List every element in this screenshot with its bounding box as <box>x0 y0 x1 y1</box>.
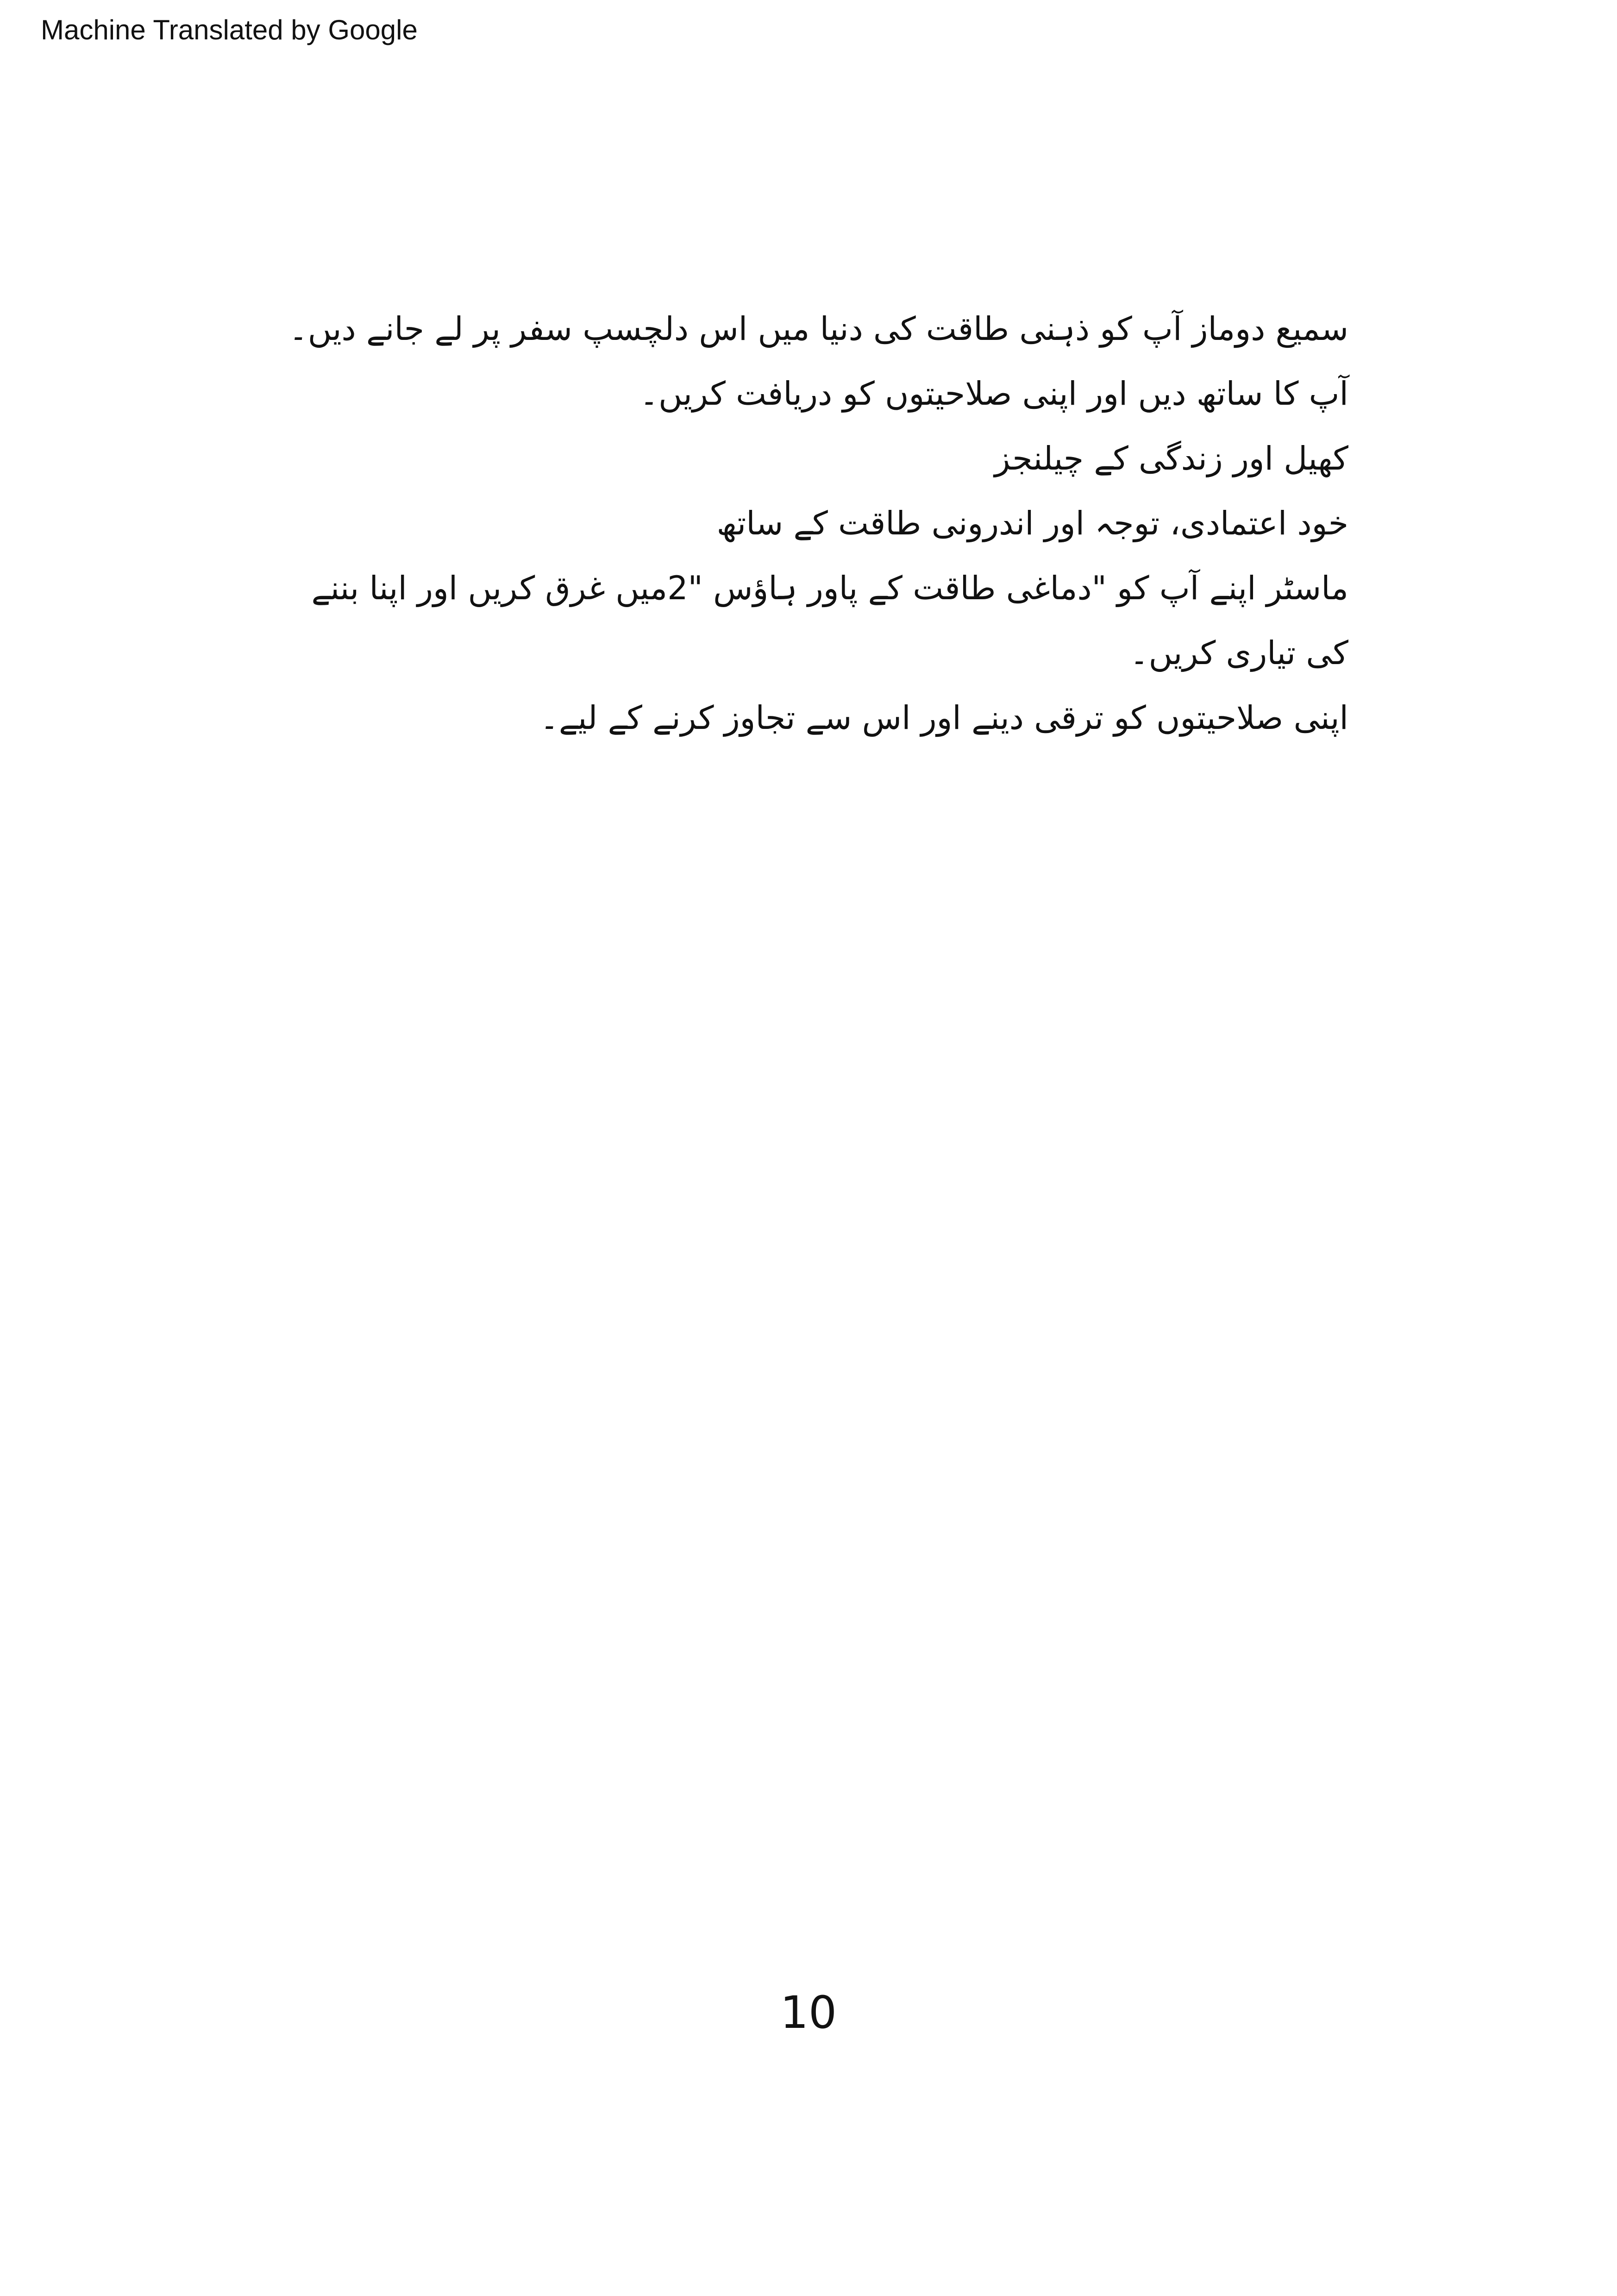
page-number: 10 <box>780 1987 837 2039</box>
machine-translation-notice: Machine Translated by Google <box>41 14 418 45</box>
paragraph-line: اپنی صلاحیتوں کو ترقی دینے اور اس سے تجاوز کرنے کے لیے۔ <box>539 699 1348 737</box>
paragraph-line: سمیع دوماز آپ کو ذہنی طاقت کی دنیا میں اس دلچسپ سفر پر لے جانے دیں۔ <box>288 310 1348 348</box>
paragraph-line: آپ کا ساتھ دیں اور اپنی صلاحیتوں کو دریافت کریں۔ <box>639 375 1348 413</box>
paragraph-line: ماسٹر اپنے آپ کو "دماغی طاقت کے پاور ہاؤس "2میں غرق کریں اور اپنا بننے کی تیاری کریں۔ <box>311 569 1348 672</box>
paragraph-line: کھیل اور زندگی کے چیلنجز <box>994 439 1348 477</box>
paragraph-line: خود اعتمادی، توجہ اور اندرونی طاقت کے ساتھ <box>716 504 1348 542</box>
body-text <box>269 296 1348 750</box>
